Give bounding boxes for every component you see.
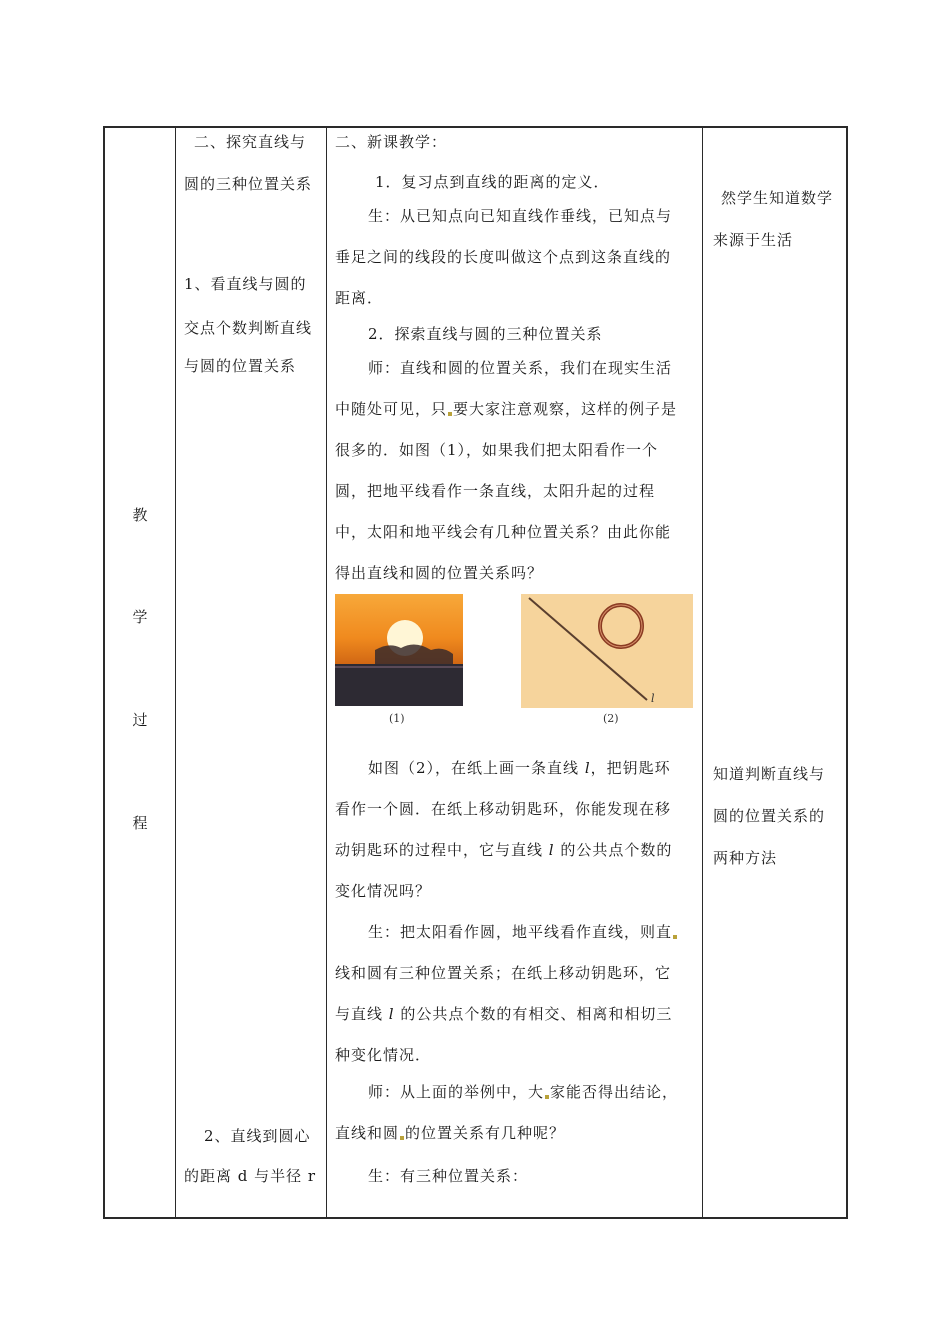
marker-dot [673, 935, 677, 939]
marker-dot [400, 1136, 404, 1140]
text-line [335, 389, 677, 430]
goal-heading-line: 圆的三种位置关系 [184, 175, 313, 193]
figure-caption: (1) [389, 712, 405, 725]
text-line: 生：从已知点向已知直线作垂线，已知点与 [368, 207, 673, 225]
note-line: 知道判断直线与 [713, 765, 826, 783]
text-line [335, 994, 678, 1035]
text-fragment: 与直线 [335, 1005, 384, 1023]
notes-column [703, 128, 848, 1217]
line-symbol: l [388, 1005, 395, 1023]
text-fragment: 如图（2），在纸上画一条直线 [368, 759, 580, 777]
goal-item-line: 2、直线到圆心 [204, 1127, 311, 1145]
line-symbol: l [548, 841, 555, 859]
text-line [335, 1113, 678, 1154]
stage-char: 教 [132, 506, 148, 524]
sea [335, 664, 463, 706]
section-heading: 二、新课教学： [335, 133, 448, 151]
text-line [335, 830, 672, 871]
lesson-table [103, 126, 848, 1219]
text-fragment: 生：把太阳看作圆，地平线看作直线，则直 [368, 923, 673, 941]
sunrise-figure [335, 594, 463, 706]
student-answer-3: 生：有三种位置关系： [368, 1167, 529, 1185]
text-fragment: 直线和圆 [335, 1124, 400, 1142]
text-line: 得出直线和圆的位置关系吗？ [335, 564, 544, 582]
goals-column [176, 128, 326, 1217]
text-line: 看作一个圆．在纸上移动钥匙环，你能发现在移 [335, 800, 672, 818]
text-line: 种变化情况． [335, 1046, 432, 1064]
text-line: 中，太阳和地平线会有几种位置关系？由此你能 [335, 523, 672, 541]
text-line: 圆，把地平线看作一条直线，太阳升起的过程 [335, 482, 656, 500]
note-line: 两种方法 [713, 849, 778, 867]
stage-char: 程 [132, 814, 148, 832]
student-answer-2 [335, 912, 678, 1076]
text-fragment: 动钥匙环的过程中，它与直线 [335, 841, 544, 859]
review-item: 1．复习点到直线的距离的定义． [375, 173, 610, 191]
goal-item-line: 1、看直线与圆的 [184, 275, 307, 293]
teacher-question-2 [335, 1072, 678, 1154]
text-line: 线和圆有三种位置关系；在纸上移动钥匙环，它 [335, 964, 672, 982]
figure-caption: (2) [603, 712, 619, 725]
text-line: 距离． [335, 289, 384, 307]
horizon [335, 666, 463, 668]
stage-label-column [105, 128, 175, 1217]
goal-item-line: 的距离 d 与半径 r [184, 1167, 317, 1185]
note-line: 来源于生活 [713, 231, 794, 249]
text-fragment: 的公共点个数的 [560, 841, 673, 859]
marker-dot [545, 1095, 549, 1099]
note-line: 然学生知道数学 [721, 189, 834, 207]
text-line: 垂足之间的线段的长度叫做这个点到这条直线的 [335, 248, 672, 266]
marker-dot [448, 412, 452, 416]
goal-item-line: 与圆的位置关系 [184, 357, 297, 375]
text-fragment: 师：从上面的举例中，大 [368, 1083, 545, 1101]
teacher-question-1 [335, 348, 677, 594]
paragraph-figure-2 [335, 748, 672, 912]
text-line [335, 748, 672, 789]
line-symbol: l [584, 759, 591, 777]
text-line: 很多的．如图（1），如果我们把太阳看作一个 [335, 441, 659, 459]
line-label: l [651, 692, 655, 705]
student-answer-1 [335, 196, 672, 319]
text-line: 变化情况吗？ [335, 882, 432, 900]
line-ring-figure [521, 594, 693, 708]
text-line: 师：直线和圆的位置关系，我们在现实生活 [368, 359, 673, 377]
teaching-content-column [327, 128, 702, 1217]
text-fragment: 要大家注意观察，这样的例子是 [453, 400, 678, 418]
stage-char: 过 [132, 711, 148, 729]
explore-item: 2．探索直线与圆的三种位置关系 [368, 325, 603, 343]
text-line [335, 1072, 678, 1113]
text-fragment: 的公共点个数的有相交、相离和相切三 [400, 1005, 673, 1023]
text-fragment: 中随处可见，只 [335, 400, 448, 418]
text-fragment: 的位置关系有几种呢？ [405, 1124, 566, 1142]
text-fragment: 家能否得出结论， [550, 1083, 679, 1101]
goal-item-line: 交点个数判断直线 [184, 319, 313, 337]
text-fragment: ，把钥匙环 [590, 759, 671, 777]
goal-heading-line: 二、探究直线与 [194, 133, 307, 151]
text-line [335, 912, 678, 953]
note-line: 圆的位置关系的 [713, 807, 826, 825]
stage-char: 学 [132, 608, 148, 626]
